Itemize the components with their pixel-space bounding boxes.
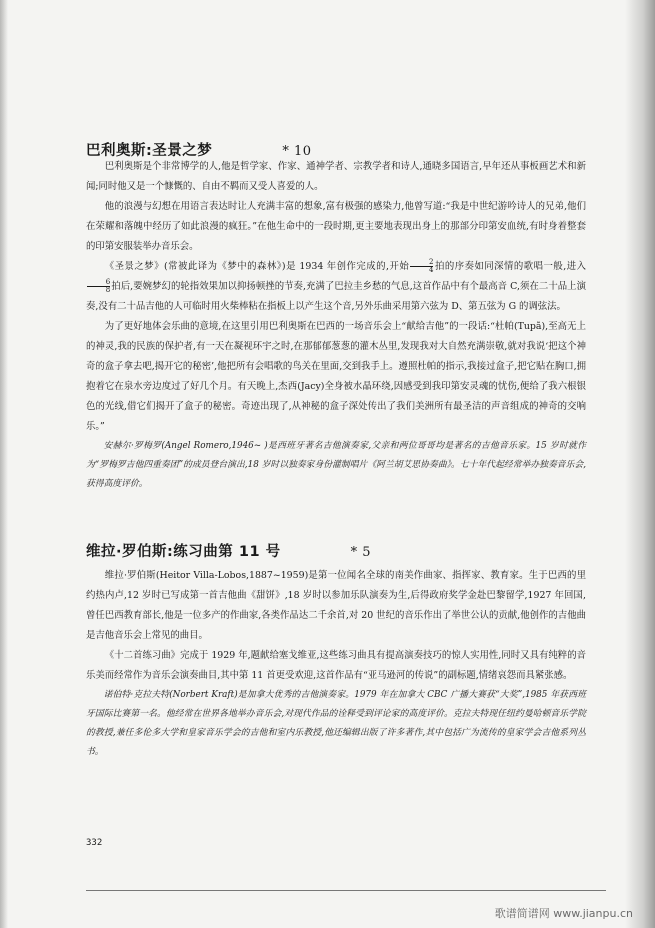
time-signature-2-4 bbox=[410, 259, 433, 274]
frac-den: 4 bbox=[429, 266, 434, 274]
frac-den: 8 bbox=[105, 286, 111, 294]
page-number: 332 bbox=[86, 838, 103, 848]
section-1-performer-note: 安赫尔·罗梅罗(Angel Romero,1946~ )是西班牙著名吉他演奏家,父亲和两位哥哥均是著名的吉他音乐家。15 岁时就作为“罗梅罗吉他四重奏团”的成员登台演出,18 岁时以独奏家身份灌制唱片《阿兰胡艾思协奏曲》。七十年代起经常举办独奏音乐会,获得高度评价。 bbox=[86, 441, 586, 489]
section-1-body bbox=[86, 157, 586, 494]
section-2-performer-note: 诺伯特·克拉夫特(Norbert Kraft)是加拿大优秀的吉他演奏家。1979 年在加拿大 CBC 广播大赛获“大奖”,1985 年获西班牙国际比赛第一名。他经常在世界各地举办音乐会,对现代作品的诠释受到评论家的高度评价。克拉夫特现任纽约曼哈顿音乐学院的教授,兼任多伦多大学和皇家音乐学会的吉他和室内乐教授,他还编辑出版了许多著作,其中包括广为流传的皇家学会吉他系列丛书。 bbox=[86, 690, 586, 757]
section-1-title-text: 巴利奥斯:圣景之梦 bbox=[86, 143, 213, 159]
section-2-title-text: 维拉·罗伯斯:练习曲第 11 号 bbox=[86, 544, 281, 560]
section-2-paragraph-2: 《十二首练习曲》完成于 1929 年,题献给塞戈维亚,这些练习曲具有提高演奏技巧的惊人实用性,同时又具有纯粹的音乐美而经常作为音乐会演奏曲目,其中第 11 首更受欢迎,这首作品有“亚马逊河的传说”的副标题,情绪哀怨而具紧张感。 bbox=[86, 650, 586, 681]
section-2-title bbox=[86, 540, 371, 561]
section-1-paragraph-1: 巴利奥斯是个非常博学的人,他是哲学家、作家、通神学者、宗教学者和诗人,通晓多国语言,早年还从事板画艺术和新闻;同时他又是一个慷慨的、自由不羁而又受人喜爱的人。 bbox=[86, 161, 586, 192]
p3-part-a: 《圣景之梦》(常被此译为《梦中的森林》)是 1934 年创作完成的,开始 bbox=[104, 261, 410, 272]
section-2-paragraph-1: 维拉·罗伯斯(Heitor Villa-Lobos,1887~1959)是第一位闻名全球的南美作曲家、指挥家、教育家。生于巴西的里约热内卢,12 岁时已写成第一首吉他曲《甜饼》,18 岁时以参加乐队演奏为生,后得政府奖学金赴巴黎留学,1927 年回国,曾任巴西教育部长,他是一位多产的作曲家,各类作品达二千余首,对 20 世纪的音乐作出了举世公认的贡献,他创作的吉他曲是吉他音乐会上常见的曲目。 bbox=[86, 570, 586, 641]
binding-edge bbox=[625, 0, 655, 928]
section-1-paragraph-3 bbox=[86, 257, 586, 317]
section-1-difficulty: * 10 bbox=[282, 144, 312, 159]
section-1-paragraph-2: 他的浪漫与幻想在用语言表达时让人充满丰富的想象,富有极强的感染力,他曾写道:“我是中世纪游吟诗人的兄弟,他们在荣耀和落魄中经历了如此浪漫的疯狂。”在他生命中的一段时期,更主要地表现出身上的那部分印第安血统,有时身着整套的印第安服装举办音乐会。 bbox=[86, 201, 586, 252]
bottom-rule bbox=[86, 890, 606, 891]
p3-part-b: 拍的序奏如同深情的歌唱一般,进入 bbox=[434, 261, 587, 272]
section-2-difficulty: * 5 bbox=[350, 545, 371, 560]
p3-part-c: 拍后,要婉梦幻的轮指效果加以抑扬顿挫的节奏,充满了巴拉圭乡愁的气息,这首作品中有个最高音 C,须在二十品上演奏,没有二十品吉他的人可临时用火柴棒粘在指板上以产生这个音,另外乐曲采用第六弦为 D、第五弦为 G 的调弦法。 bbox=[86, 281, 586, 312]
section-1-paragraph-4: 为了更好地体会乐曲的意境,在这里引用巴利奥斯在巴西的一场音乐会上“献给吉他”的一段话:“杜帕(Tupã),至高无上的神灵,我的民族的保护者,有一天在凝视环宇之时,在那郁郁葱葱的灌木丛里,发现我对大自然充满崇敬,就对我说‘把这个神奇的盒子拿去吧,揭开它的秘密’,他把所有会唱歌的鸟关在里面,交到我手上。遵照杜帕的指示,我接过盒子,把它贴在胸口,拥抱着它在泉水旁边度过了好几个月。有天晚上,杰西(Jacy)全身被水晶环绕,因感受到我印第安灵魂的忧伤,便给了我六根银色的光线,借它们揭开了盒子的秘密。奇迹出现了,从神秘的盒子深处传出了我们美洲所有最圣洁的声音组成的神奇的交响乐。” bbox=[86, 321, 586, 432]
section-2-body bbox=[86, 566, 586, 762]
frac-num: 6 bbox=[87, 279, 110, 287]
time-signature-6-8 bbox=[87, 279, 110, 294]
frac-num: 2 bbox=[410, 259, 433, 267]
scan-edge-shadow bbox=[0, 0, 8, 928]
site-watermark: 歌谱简谱网 www.jianpu.cn bbox=[494, 907, 633, 920]
